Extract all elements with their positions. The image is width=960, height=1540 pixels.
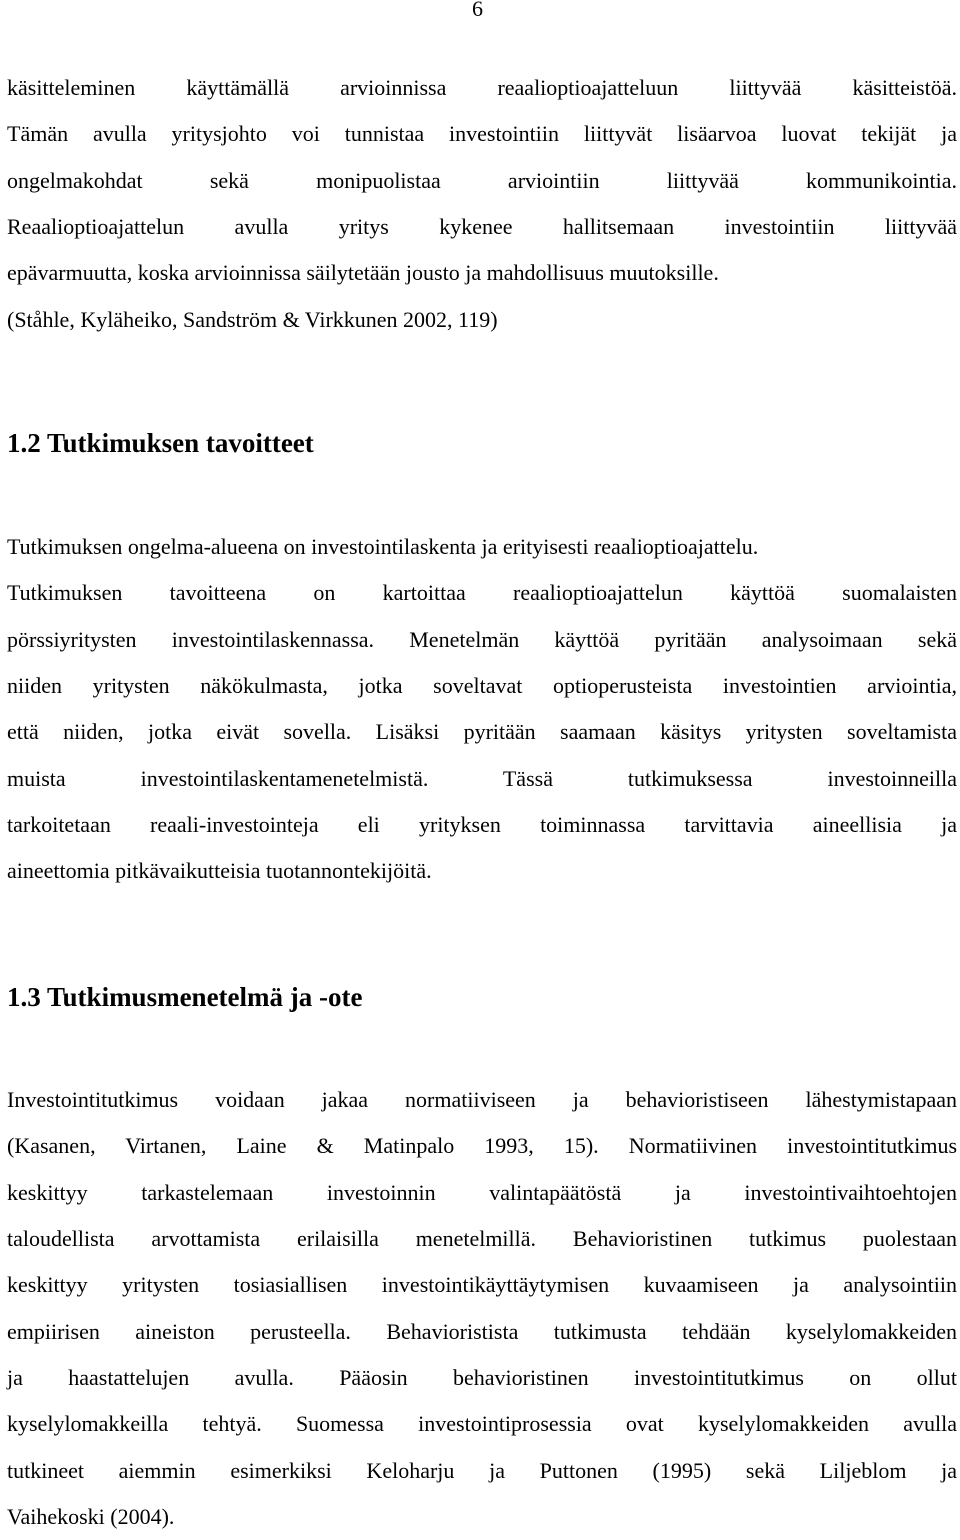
- citation-line: (Ståhle, Kyläheiko, Sandström & Virkkunen 2002, 119): [7, 306, 498, 332]
- text-line: tutkineet aiemmin esimerkiksi Keloharju ja Puttonen (1995) sekä Liljeblom ja: [7, 1457, 957, 1483]
- text-line: käsitteleminen käyttämällä arvioinnissa reaalioptioajatteluun liittyvää käsitteistöä.: [7, 75, 957, 100]
- text-line: taloudellista arvottamista erilaisilla menetelmillä. Behavioristinen tutkimus puolestaan: [7, 1225, 957, 1251]
- text-line: tarkoitetaan reaali-investointeja eli yrityksen toiminnassa tarvittavia aineellisia ja: [7, 811, 957, 837]
- text-line: Investointitutkimus voidaan jakaa normatiiviseen ja behavioristiseen lähestymistapaan: [7, 1087, 957, 1112]
- section-heading-1-3: 1.3 Tutkimusmenetelmä ja -ote: [7, 982, 363, 1012]
- text-line: niiden yritysten näkökulmasta, jotka soveltavat optioperusteista investointien arviointia,: [7, 672, 957, 698]
- text-line: muista investointilaskentamenetelmistä. Tässä tutkimuksessa investoinneilla: [7, 765, 957, 791]
- text-line: Vaihekoski (2004).: [7, 1503, 175, 1529]
- text-line: Tämän avulla yritysjohto voi tunnistaa investointiin liittyvät lisäarvoa luovat tekijät ja: [7, 121, 957, 147]
- section-1-2-paragraph: [7, 524, 957, 895]
- text-line: Reaalioptioajattelun avulla yritys kykenee hallitsemaan investointiin liittyvää: [7, 213, 957, 239]
- text-line: pörssiyritysten investointilaskennassa. Menetelmän käyttöä pyritään analysoimaan sekä: [7, 626, 957, 652]
- text-line: ongelmakohdat sekä monipuolistaa arviointiin liittyvää kommunikointia.: [7, 167, 957, 193]
- text-line: Tutkimuksen tavoitteena on kartoittaa reaalioptioajattelun käyttöä suomalaisten: [7, 580, 957, 606]
- section-heading-1-2: 1.2 Tutkimuksen tavoitteet: [7, 428, 314, 458]
- section-1-3-paragraph: [7, 1077, 957, 1540]
- text-line: Tutkimuksen ongelma-alueena on investointilaskenta ja erityisesti reaalioptioajattelu.: [7, 534, 759, 559]
- text-line: keskittyy tarkastelemaan investoinnin valintapäätöstä ja investointivaihtoehtojen: [7, 1179, 957, 1205]
- intro-paragraph: [7, 65, 957, 343]
- text-line: (Kasanen, Virtanen, Laine & Matinpalo 1993, 15). Normatiivinen investointitutkimus: [7, 1133, 957, 1159]
- text-line: kyselylomakkeilla tehtyä. Suomessa investointiprosessia ovat kyselylomakkeiden avulla: [7, 1411, 957, 1437]
- text-line: ja haastattelujen avulla. Pääosin behavioristinen investointitutkimus on ollut: [7, 1364, 957, 1390]
- text-line: keskittyy yritysten tosiasiallisen investointikäyttäytymisen kuvaamiseen ja analysointiin: [7, 1272, 957, 1298]
- text-line: epävarmuutta, koska arvioinnissa säilytetään jousto ja mahdollisuus muutoksille.: [7, 260, 719, 286]
- text-line: aineettomia pitkävaikutteisia tuotannontekijöitä.: [7, 858, 432, 884]
- page-number: 6: [472, 0, 483, 21]
- text-line: empiirisen aineiston perusteella. Behavioristista tutkimusta tehdään kyselylomakkeiden: [7, 1318, 957, 1344]
- text-line: että niiden, jotka eivät sovella. Lisäksi pyritään saamaan käsitys yritysten soveltamista: [7, 719, 957, 745]
